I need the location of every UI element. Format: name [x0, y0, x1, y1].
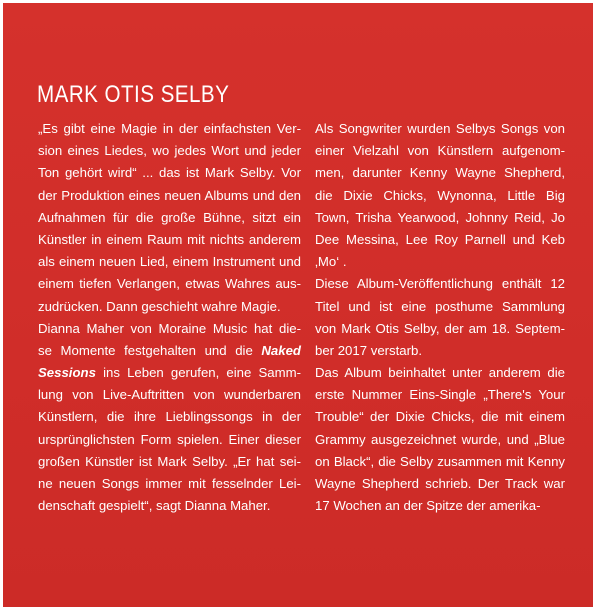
right-text-column: [315, 118, 565, 517]
text-line: einem tiefen Verlangen, etwas Wahres aus-: [38, 276, 301, 292]
text-line: ber 2017 verstarb.: [315, 342, 423, 358]
text-line: einer Vielzahl von Künstlern aufgenom-: [315, 143, 565, 159]
text-line: Dianna Maher von Moraine Music hat die-: [38, 320, 301, 336]
text-line: ne neuen Songs immer mit fesselnder Lei-: [38, 476, 301, 491]
text-line: [38, 340, 301, 362]
text-line: Titel und ist eine posthume Sammlung: [315, 298, 565, 314]
text-line: 17 Wochen an der Spitze der amerika-: [315, 498, 541, 514]
text-line: von Mark Otis Selby, der am 18. Septem-: [315, 320, 565, 336]
text-line: Town, Trisha Yearwood, Johnny Reid, Jo: [315, 209, 565, 225]
text-line: denschaft gespielt“, sagt Dianna Maher.: [38, 498, 271, 514]
text-line: der Produktion eines neuen Albums und den: [38, 187, 301, 203]
text-line: ursprünglichsten Form spielen. Einer dieser: [38, 431, 301, 447]
album-title-emphasis: Sessions: [38, 365, 96, 381]
text-fragment: ins Leben gerufen, eine Samm-: [95, 365, 301, 381]
text-line: Ton gehört wird“ ... das ist Mark Selby. Vor: [38, 165, 301, 181]
left-text-column: [38, 118, 301, 517]
text-line: Dee Messina, Lee Roy Parnell und Keb: [315, 231, 565, 247]
text-line: Als Songwriter wurden Selbys Songs von: [315, 121, 565, 136]
page-title: MARK OTIS SELBY: [37, 81, 230, 108]
text-line: Wayne Shepherd schrieb. Der Track war: [315, 476, 565, 491]
text-line: sion eines Liedes, wo jedes Wort und jeder: [38, 143, 301, 159]
text-line: zudrücken. Dann geschieht wahre Magie.: [38, 298, 281, 314]
text-line: on Black“, die Selby zusammen mit Kenny: [315, 453, 565, 469]
text-line: Diese Album-Veröffentlichung enthält 12: [315, 276, 565, 292]
text-line: [38, 362, 301, 384]
text-line: „Es gibt eine Magie in der einfachsten Ver-: [38, 121, 301, 136]
text-line: ‚Mo‘ .: [315, 254, 347, 270]
text-line: Das Album beinhaltet unter anderem die: [315, 365, 565, 381]
text-line: Trouble“ der Dixie Chicks, die mit einem: [315, 409, 565, 425]
text-line: erste Nummer Eins-Single „There's Your: [315, 387, 565, 403]
text-line: Künstlern, die ihre Lieblingssongs in der: [38, 409, 301, 425]
album-title-emphasis: Naked: [261, 342, 301, 358]
text-line: Künstler in einem Raum mit nichts anderem: [38, 231, 301, 247]
text-line: als einem neuen Lied, einem Instrument und: [38, 254, 301, 270]
text-line: men, darunter Kenny Wayne Shepherd,: [315, 165, 565, 181]
text-line: die Dixie Chicks, Wynonna, Little Big: [315, 187, 565, 203]
text-line: lung von Live-Auftritten von wunderbaren: [38, 387, 301, 403]
text-line: großen Künstler ist Mark Selby. „Er hat sei-: [38, 453, 301, 469]
text-line: Aufnahmen für die große Bühne, sitzt ein: [38, 209, 301, 225]
text-fragment: se Momente festgehalten und die: [38, 342, 262, 358]
text-line: Grammy ausgezeichnet wurde, und „Blue: [315, 431, 565, 447]
